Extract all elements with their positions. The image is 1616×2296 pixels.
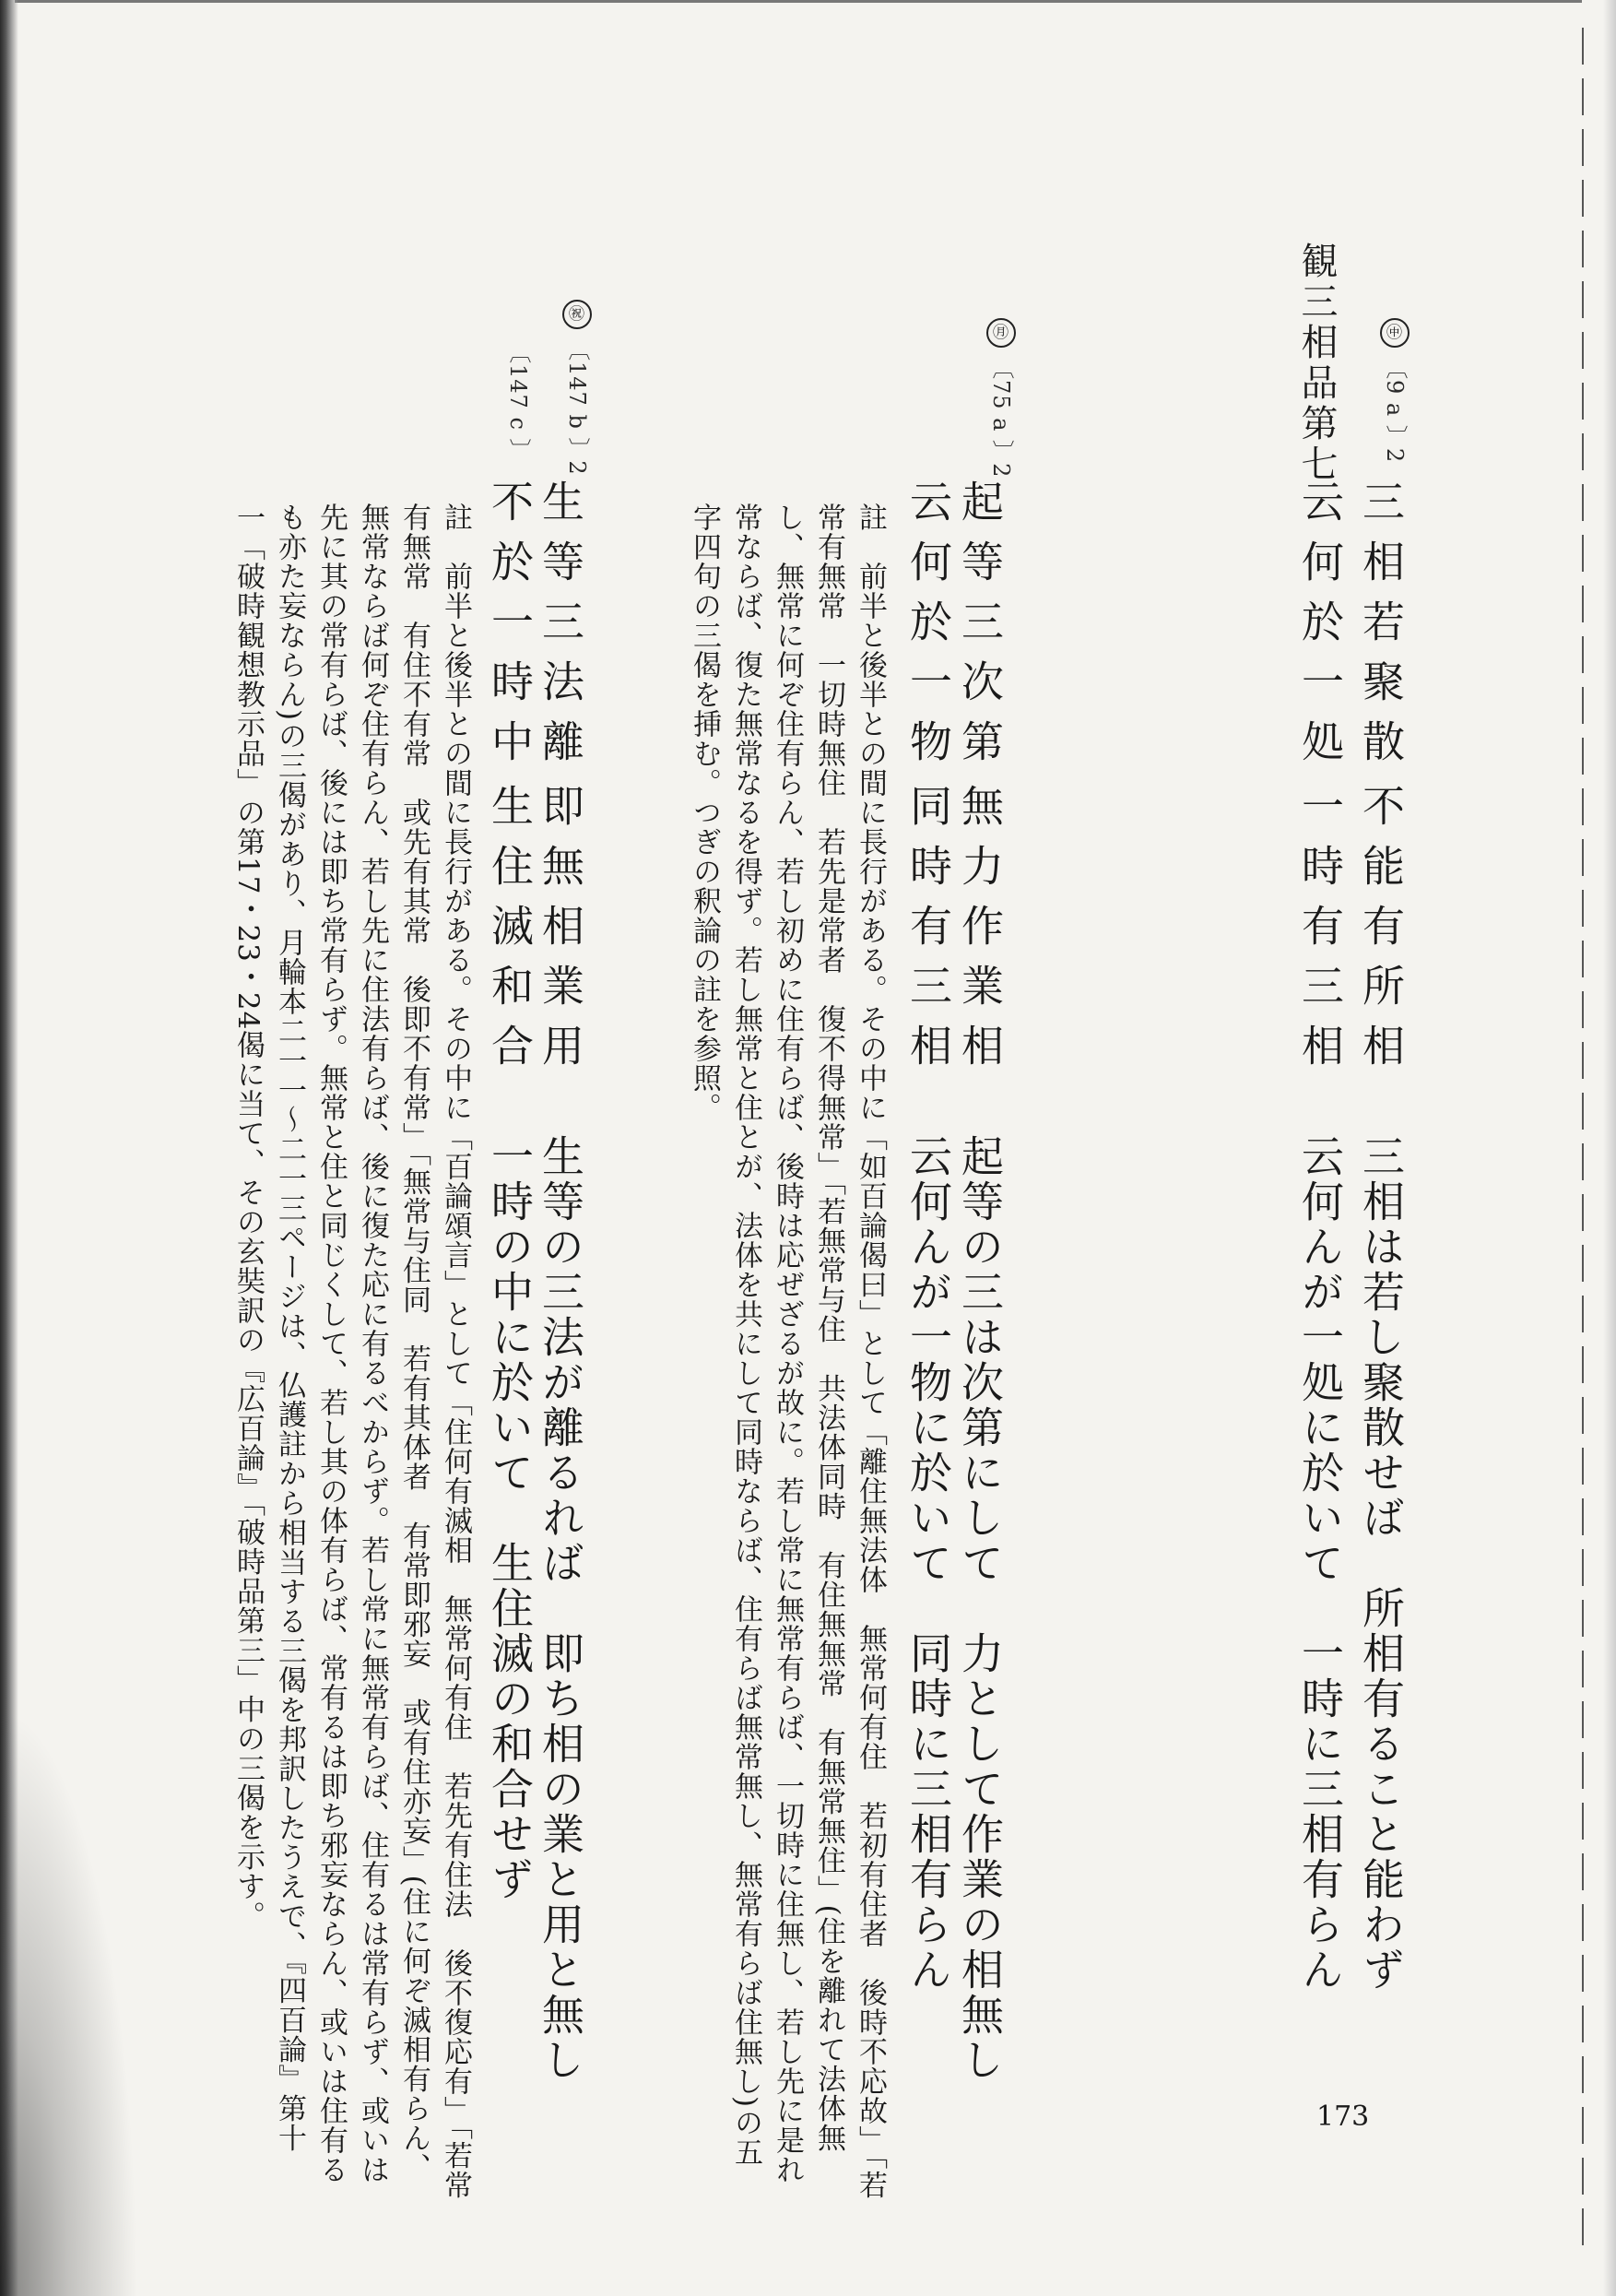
gatha-3-reference [562, 300, 592, 476]
chapter-title: 観三相品第七 [1295, 242, 1338, 485]
gatha-3-note-line-6: 一「破時観想教示品」の第17・23・24偈に当て、その玄奘訳の『広百論』「破時品第三」中の三偈を示す。 [231, 503, 265, 1931]
gatha-1-reference [1380, 318, 1410, 463]
gatha-1-line-1b: 不能有所相 [1356, 784, 1406, 1083]
scan-right-edge [1603, 0, 1616, 2296]
gatha-2-note-line-1: 註 前半と後半との間に長行がある。その中に「如百論偈曰」として「離住無法体 無常何有住 若初有住者 後時不応故」「若 [854, 503, 888, 2200]
scan-left-shadow [0, 1706, 138, 2296]
gatha-2-line-1a: 起等三次第 [955, 479, 1005, 779]
scan-top-border [15, 0, 1582, 3]
gatha-3-translation-2: 一時の中に於いて 生住滅の和合せず [485, 1134, 535, 1902]
gatha-3-note-line-1: 註 前半と後半との間に長行がある。その中に「百論頌言」として「住何有滅相 無常何有住 若先有住法 後不復応有」「若常 [439, 503, 473, 2200]
gatha-3-note-line-4: 先に其の常有らば、後には即ち常有らず。無常と住と同じくして、若し其の体有らば、常有るは即ち邪妄ならん、或いは住有る [314, 503, 348, 2184]
gatha-1-ref-label: 〔9 a 〕2 [1382, 357, 1408, 464]
gatha-2-translation-1: 起等の三は次第にして 力として作業の相無し [955, 1134, 1005, 2083]
gatha-2-ref-label: 〔75 a 〕2 [988, 357, 1014, 479]
gatha-1-line-1a: 三相若聚散 [1356, 479, 1406, 779]
gatha-3-line-1a: 生等三法離 [536, 479, 585, 779]
gatha-2-line-2b: 同時有三相 [903, 784, 953, 1083]
gatha-2-note-line-3: し、無常に何ぞ住有らん、若し初めに住有らば、後時は応ぜざるが故に。若し常に無常有らば、一切時に住無し、若し先に是れ [771, 503, 805, 2184]
source-mark-icon: ㊊ [986, 318, 1016, 348]
gatha-2-translation-2: 云何んが一物に於いて 同時に三相有らん [903, 1134, 953, 1993]
gatha-1-translation-1: 三相は若し聚散せば 所相有ること能わず [1356, 1134, 1406, 1993]
source-mark-icon: ㊗ [562, 300, 592, 329]
gatha-3-line-1b: 即無相業用 [536, 784, 585, 1083]
gatha-3-note-line-3: 無常ならば何ぞ住有らん、若し先に住法有らば、後に復た応に有るべからず。若し常に無常有らば、住有るは常有らず、或いは [356, 503, 390, 2184]
gatha-1-translation-2: 云何んが一処に於いて 一時に三相有らん [1295, 1134, 1345, 1993]
gatha-3-line-2a: 不於一時中 [485, 479, 535, 779]
gatha-1-line-2a: 云何於一処 [1295, 479, 1345, 779]
gatha-3-note-line-5: も亦た妄ならん)の三偈があり、月輪本二一一〜二一三ページは、仏護註から相当する三偈を邦訳したうえで、『四百論』第十 [273, 503, 307, 2153]
gatha-2-note-line-4: 常ならば、復た無常なるを得ず。若し無常と住とが、法体を共にして同時ならば、住有らば無常無し、無常有らば住無し)の五 [729, 503, 763, 2168]
gatha-2-line-1b: 無力作業相 [955, 784, 1005, 1083]
gatha-3-ref-label: 〔147 b 〕2 [564, 338, 590, 476]
gatha-3-translation-1: 生等の三法が離るれば 即ち相の業と用と無し [536, 1134, 585, 2083]
gatha-2-line-2a: 云何於一物 [903, 479, 953, 779]
gatha-2-note-line-5: 字四句の三偈を挿む。つぎの釈論の註を参照。 [688, 503, 722, 1122]
page-number: 173 [1316, 2101, 1370, 2133]
binding-rule [1582, 28, 1584, 2259]
gatha-2-reference [986, 318, 1016, 478]
gatha-3-line-2b: 生住滅和合 [485, 784, 535, 1083]
gatha-1-line-2b: 一時有三相 [1295, 784, 1345, 1083]
gatha-3-reference-2: 〔147 c 〕 [505, 341, 531, 462]
gatha-2-note-line-2: 常有無常 一切時無住 若先是常者 復不得無常」「若無常与住 共法体同時 有住無無常 有無常無住」(住を離れて法体無 [812, 503, 846, 2153]
gatha-3-note-line-2: 有無常 有住不有常 或先有其常 後即不有常」「無常与住同 若有其体者 有常即邪妄 或有住亦妄」(住に何ぞ滅相有らん、 [397, 503, 431, 2183]
source-mark-icon: ㊥ [1380, 318, 1410, 348]
